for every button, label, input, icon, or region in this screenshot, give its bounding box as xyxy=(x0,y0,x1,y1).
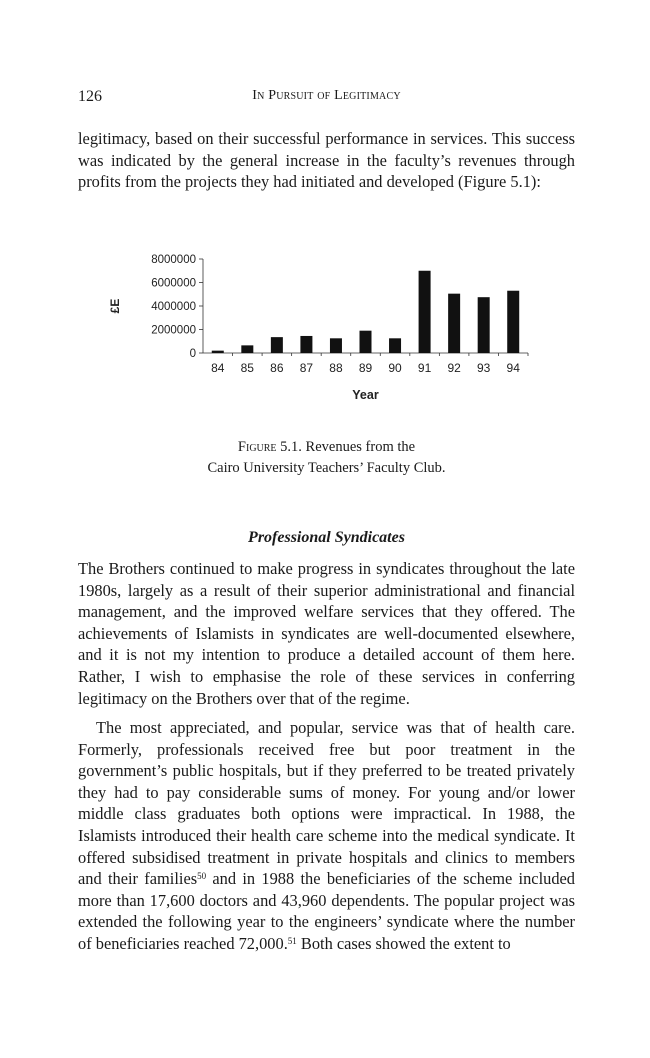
running-title: In Pursuit of Legitimacy xyxy=(252,88,401,103)
caption-line-2: Cairo University Teachers’ Faculty Club. xyxy=(207,460,446,476)
bar xyxy=(241,345,253,353)
body-paragraph-1: The Brothers continued to make progress in syndicates throughout the late 1980s, largely as a result of their superior administrational and financial management, and the improved welfare services that they offered. The achievements of Islamists in syndicates are well-documented elsewhere, and it is not my intention to produce a detailed account of them here. Rather, I wish to emphasise the role of these services in conferring legitimacy on the Brothers over that of the regime. xyxy=(78,559,575,708)
y-tick-label: 8000000 xyxy=(151,254,196,266)
x-tick-label: 91 xyxy=(417,361,432,375)
bar xyxy=(478,297,490,353)
bar xyxy=(419,271,431,353)
x-tick-label: 87 xyxy=(299,361,314,375)
x-tick-label: 85 xyxy=(240,361,254,375)
x-tick-label: 84 xyxy=(211,361,225,375)
x-axis-label: Year xyxy=(352,388,379,402)
paragraph-2-text-2: and in 1988 the beneficiaries of the scheme included more than 17,600 doctors and 43,960 dependents. The popular project was extended the following year to the engineers’ syndicate where the number of beneficiaries reached 72,000. xyxy=(78,869,575,953)
y-tick-label: 0 xyxy=(189,348,196,360)
x-tick-label: 92 xyxy=(447,361,461,375)
bar xyxy=(212,351,224,353)
body-paragraph-2 xyxy=(78,717,575,955)
x-tick-label: 90 xyxy=(388,361,402,375)
x-tick-label: 89 xyxy=(358,361,373,375)
y-tick-label: 4000000 xyxy=(151,301,196,313)
caption-text-1: Revenues from the xyxy=(301,439,416,455)
caption-line-1 xyxy=(78,437,575,458)
paragraph-2-text-1: The most appreciated, and popular, service was that of health care. Formerly, professionals received free but poor treatment in the government’s public hospitals, but if they preferred to be treated privately they had to pay considerable sums of money. For young and/or lower middle class graduates both options were impractical. In 1988, the Islamists introduced their health care scheme into the medical syndicate. It offered subsidised treatment in private hospitals and clinics to members and their families xyxy=(78,718,575,889)
bar xyxy=(300,336,312,353)
bar xyxy=(389,338,401,353)
x-tick-label: 86 xyxy=(270,361,284,375)
footnote-ref-50: 50 xyxy=(197,871,207,882)
revenue-bar-chart xyxy=(100,240,560,415)
bar xyxy=(360,331,372,353)
paragraph-2-text-3: Both cases showed the extent to xyxy=(296,933,511,953)
bar xyxy=(330,338,342,353)
figure-caption xyxy=(78,437,575,479)
y-tick-label: 6000000 xyxy=(151,277,196,290)
x-tick-label: 88 xyxy=(329,361,343,375)
page-number: 126 xyxy=(78,88,102,105)
y-tick-label: 2000000 xyxy=(151,324,196,337)
x-tick-label: 94 xyxy=(506,361,520,375)
bar xyxy=(271,337,283,353)
figure-label: Figure 5.1. xyxy=(237,439,302,455)
bar xyxy=(507,291,519,353)
section-heading: Professional Syndicates xyxy=(248,529,405,546)
intro-paragraph: legitimacy, based on their successful performance in services. This success was indicated by the general increase in the faculty’s revenues through profits from the projects they had initiated and developed (Figure 5.1): xyxy=(78,129,575,192)
x-tick-label: 93 xyxy=(477,361,491,375)
bar xyxy=(448,294,460,353)
footnote-ref-51: 51 xyxy=(287,935,297,946)
running-head xyxy=(78,88,575,108)
y-axis-label: £E xyxy=(108,298,122,314)
